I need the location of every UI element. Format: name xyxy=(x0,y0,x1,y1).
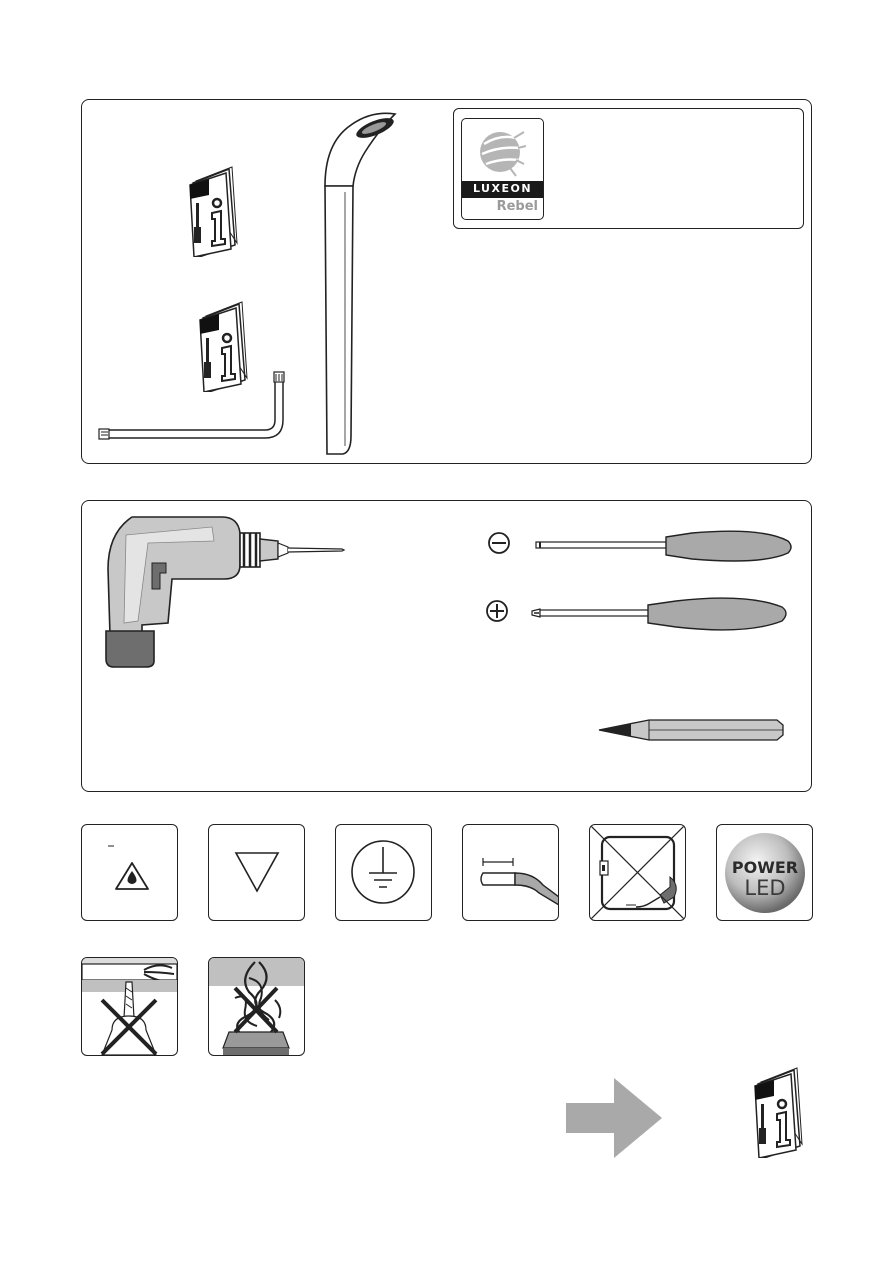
bollard-lamp-icon xyxy=(317,106,407,458)
luxeon-brand-text: LUXEON xyxy=(472,182,533,195)
luxeon-sub-text: Rebel xyxy=(496,199,538,214)
right-arrow-icon xyxy=(566,1078,662,1158)
phillips-screwdriver-icon xyxy=(530,593,792,635)
contents-panel xyxy=(81,99,812,464)
tile-power-led xyxy=(716,824,813,921)
manual-book-icon xyxy=(752,1066,804,1158)
flat-screwdriver-icon xyxy=(532,525,794,565)
luxeon-info-box xyxy=(453,108,804,229)
minus-symbol-icon xyxy=(487,531,511,555)
led-text: LED xyxy=(744,876,786,900)
luxeon-globe-icon xyxy=(480,124,526,180)
manual-book-icon xyxy=(187,165,239,257)
tile-no-drill-cable xyxy=(81,957,178,1056)
power-text: POWER xyxy=(731,858,799,877)
tile-triangle xyxy=(208,824,305,921)
tile-no-install-box xyxy=(589,824,686,921)
luxeon-rebel-logo xyxy=(461,118,544,220)
power-drill-icon xyxy=(102,513,352,668)
allen-key-icon xyxy=(97,370,292,442)
tile-earth-ground xyxy=(335,824,432,921)
tile-no-tangled-cable xyxy=(208,957,305,1056)
tile-warning-liquid xyxy=(81,824,178,921)
pencil-icon xyxy=(597,717,787,741)
tools-panel xyxy=(81,500,812,792)
plus-symbol-icon xyxy=(485,599,509,623)
tile-cable-strip xyxy=(462,824,559,921)
